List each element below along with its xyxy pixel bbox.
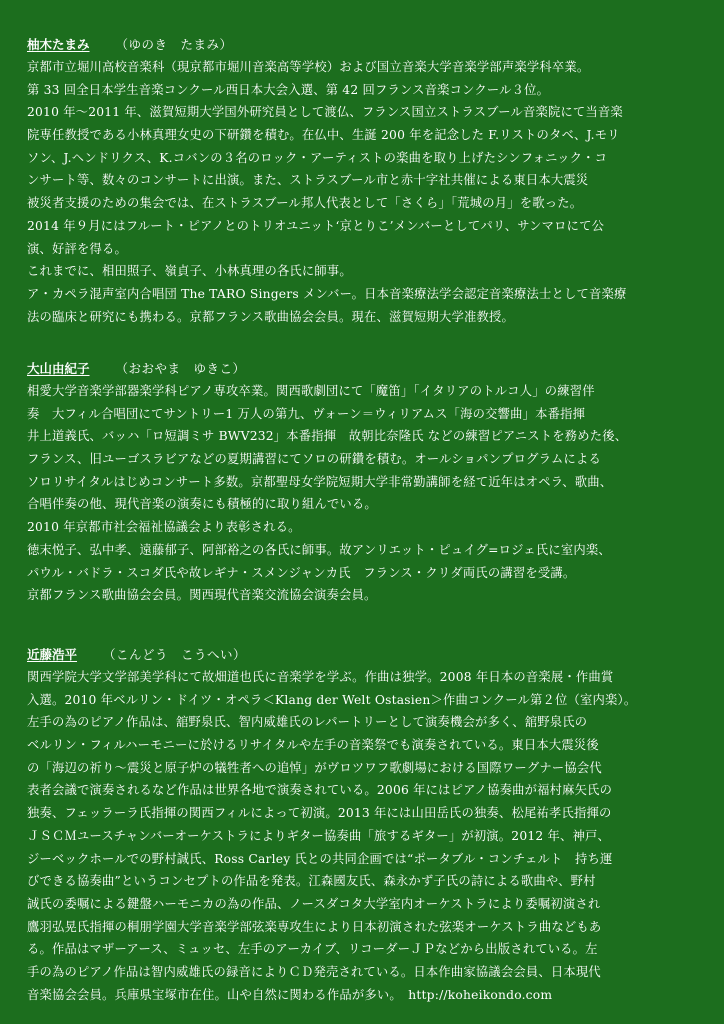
bio-line: 京都市立堀川高校音楽科（現京都市堀川音楽高等学校）および国立音楽大学音楽学部声楽学科卒業。 xyxy=(27,60,590,74)
bio-line: 合唱伴奏の他、現代音楽の演奏にも積極的に取り組んでいる。 xyxy=(27,497,377,512)
bio-line: パウル・バドラ・スコダ氏や故レギナ・スメンジャンカ氏 フランス・クリダ両氏の講習を受講。 xyxy=(27,565,576,580)
bio-line: 第 33 回全日本学生音楽コンクール西日本大会入選、第 42 回フランス音楽コンクール３位。 xyxy=(27,82,550,97)
bio-line: ア・カペラ混声室内合唱団 The TARO Singers メンバー。日本音楽療法学会認定音楽療法士として音楽療 xyxy=(27,286,627,301)
performer-name: 柚木たまみ xyxy=(27,37,90,52)
bio-line: 2010 年～2011 年、滋賀短期大学国外研究員として渡仏、フランス国立ストラスブール音楽院にて当音楽 xyxy=(27,105,623,120)
bio-line: 法の臨床と研究にも携わる。京都フランス歌曲協会会員。現在、滋賀短期大学准教授。 xyxy=(27,309,515,324)
bio-header xyxy=(27,644,707,666)
bio-line: 左手の為のピアノ作品は、舘野泉氏、智内威雄氏のレパートリーとして演奏機会が多く、舘野泉氏の xyxy=(27,715,588,730)
bio-line: びできる協奏曲”というコンセプトの作品を発表。江森國友氏、森永かず子氏の詩による歌曲や、野村 xyxy=(27,874,596,889)
bio-line: 入選。2010 年ベルリン・ドイツ・オペラ＜Klang der Welt Ostasien＞作曲コンクール第２位（室内楽）。 xyxy=(27,692,637,707)
name-reading: （ゆのき たまみ） xyxy=(115,37,233,52)
bio-line: 井上道義氏、バッハ「ロ短調ミサ BWV232」本番指揮 故朝比奈隆氏 などの練習ピアニストを務めた後、 xyxy=(27,429,628,444)
bio-header xyxy=(27,358,707,380)
bio-line: 被災者支援のための集会では、在ストラスブール邦人代表として「さくら」「荒城の月」を歌った。 xyxy=(27,196,583,211)
bio-line: 関西学院大学文学部美学科にて故畑道也氏に音楽学を学ぶ。作曲は独学。2008 年日本の音楽展・作曲賞 xyxy=(27,670,614,684)
bio-section-kondo xyxy=(27,644,707,1006)
bio-line: 鷹羽弘晃氏指揮の桐朋学園大学音楽学部弦楽専攻生により日本初演された弦楽オーケストラ曲などもあ xyxy=(27,919,602,934)
bio-line: ＪＳＣＭユースチャンバーオーケストラによりギター協奏曲「旅するギター」が初演。2012 年、神戸、 xyxy=(27,828,610,843)
bio-line: ソン、J.ヘンドリクス、K.コバンの３名のロック・アーティストの楽曲を取り上げたシンフォニック・コ xyxy=(27,150,608,165)
bio-line: 奏 大フィル合唱団にてサントリー1 万人の第九、ヴォーン＝ウィリアムス「海の交響曲」本番指揮 xyxy=(27,406,586,421)
bio-line: る。作品はマザーアース、ミュッセ、左手のアーカイブ、リコーダーＪＰなどから出版されている。左 xyxy=(27,942,598,957)
bio-text xyxy=(27,380,707,607)
bio-text xyxy=(27,56,707,328)
bio-line: これまでに、相田照子、嶺貞子、小林真理の各氏に師事。 xyxy=(27,264,352,279)
bio-line: 手の為のピアノ作品は智内威雄氏の録音によりＣＤ発売されている。日本作曲家協議会会員、日本現代 xyxy=(27,964,601,979)
bio-line: 2010 年京都市社会福祉協議会より表彰される。 xyxy=(27,520,301,535)
bio-line: 2014 年９月にはフルート・ピアノとのトリオユニット‘京とりこ’メンバーとしてパリ、サンマロにて公 xyxy=(27,218,605,233)
name-reading: （こんどう こうへい） xyxy=(103,647,247,662)
bio-line: 相愛大学音楽学部器楽学科ピアノ専攻卒業。関西歌劇団にて「魔笛」「イタリアのトルコ人」の練習伴 xyxy=(27,384,595,398)
name-reading: （おおやま ゆきこ） xyxy=(115,361,246,376)
bio-text xyxy=(27,666,707,1006)
bio-line: 誠氏の委嘱による鍵盤ハーモニカの為の作品、ノースダコタ大学室内オーケストラにより委嘱初演され xyxy=(27,896,601,911)
bio-line: の「海辺の祈り～震災と原子炉の犠牲者への追悼」がヴロツワフ歌劇場における国際ワーグナー協会代 xyxy=(27,760,602,775)
bio-line: 徳末悦子、弘中孝、遠藤郁子、阿部裕之の各氏に師事。故アンリエット・ピュイグ=ロジェ氏に室内楽、 xyxy=(27,542,611,557)
bio-line: 表者会議で演奏されるなど作品は世界各地で演奏されている。2006 年にはピアノ協奏曲が福村麻矢氏の xyxy=(27,783,613,798)
bio-line: 独奏、フェッラーラ氏指揮の関西フィルによって初演。2013 年には山田岳氏の独奏、松尾祐孝氏指揮の xyxy=(27,806,612,821)
bio-line: 京都フランス歌曲協会会員。関西現代音楽交流協会演奏会員。 xyxy=(27,588,377,603)
bio-line: フランス、旧ユーゴスラビアなどの夏期講習にてソロの研鑽を積む。オールショパンプログラムによる xyxy=(27,452,601,467)
bio-line: ベルリン・フィルハーモニーに於けるリサイタルや左手の音楽祭でも演奏されている。東日本大震災後 xyxy=(27,738,599,753)
bio-line: ンサート等、数々のコンサートに出演。また、ストラスブール市と赤十字社共催による東日本大震災 xyxy=(27,173,589,188)
bio-line: 音楽協会会員。兵庫県宝塚市在住。山や自然に関わる作品が多い。 http://koheikondo.com xyxy=(27,987,553,1002)
bio-section-yunoki xyxy=(27,34,707,328)
performer-name: 大山由紀子 xyxy=(27,361,90,376)
bio-header xyxy=(27,34,707,56)
bio-line: ソロリサイタルはじめコンサート多数。京都聖母女学院短期大学非常勤講師を経て近年はオペラ、歌曲、 xyxy=(27,474,613,489)
bio-line: 演、好評を得る。 xyxy=(27,241,127,256)
bio-line: 院専任教授である小林真理女史の下研鑽を積む。在仏中、生誕 200 年を記念した F.リストのタベ、J.モリ xyxy=(27,128,620,143)
bio-section-oyama xyxy=(27,358,707,607)
composer-name: 近藤浩平 xyxy=(27,647,78,662)
bio-line: ジーベックホールでの野村誠氏、Ross Carley 氏との共同企画では“ポータブル・コンチェルト 持ち運 xyxy=(27,851,613,866)
